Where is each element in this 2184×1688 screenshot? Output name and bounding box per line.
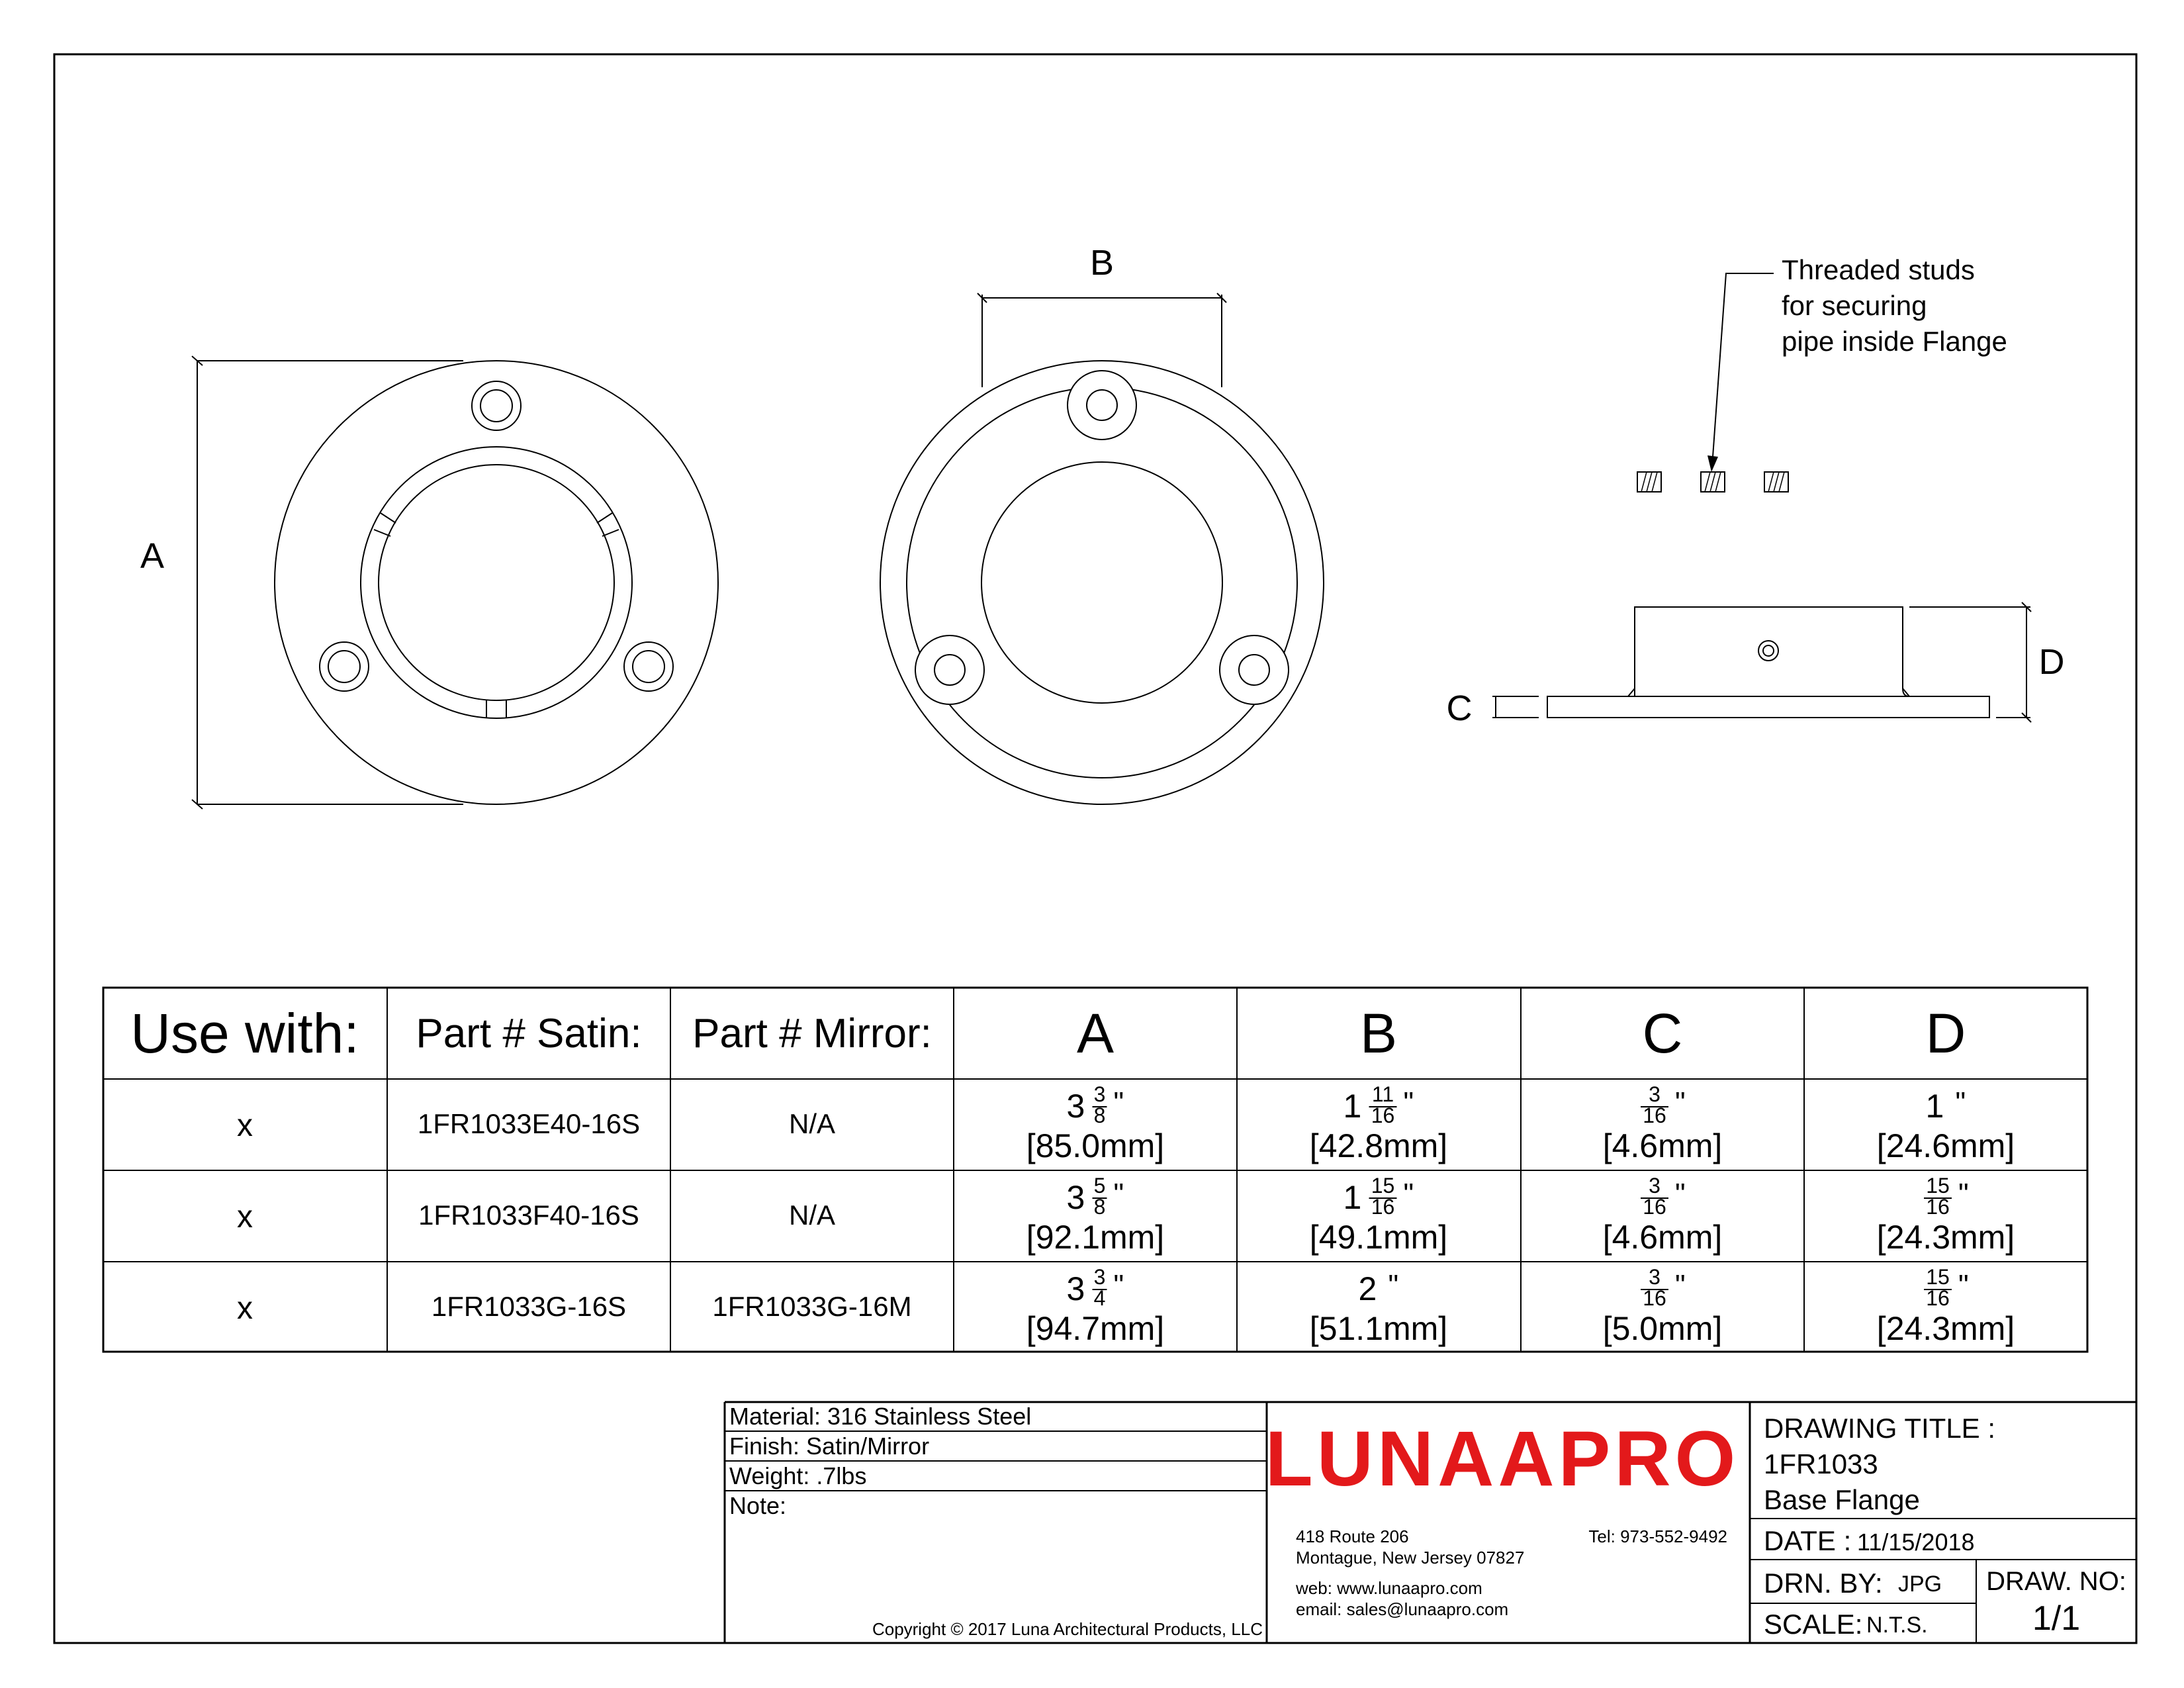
note-label: Note:: [729, 1492, 787, 1519]
row-1-dim-a-inch-mark: ": [1113, 1086, 1124, 1119]
row-2-dim-a-inch-mark: ": [1113, 1178, 1124, 1210]
row-1-dim-b-numerator: 11: [1371, 1082, 1394, 1106]
row-3-dim-a-denominator: 4: [1093, 1286, 1106, 1310]
drawing-title-label: DRAWING TITLE :: [1764, 1413, 1996, 1444]
row-2-dim-d-numerator: 15: [1926, 1174, 1950, 1197]
row-3-part-satin: 1FR1033G-16S: [431, 1291, 627, 1322]
row-1-dim-a-numerator: 3: [1093, 1082, 1106, 1106]
draw-no-value: 1/1: [2032, 1599, 2081, 1638]
row-1-dim-c-inch-mark: ": [1675, 1086, 1686, 1119]
callout-line-3: pipe inside Flange: [1782, 326, 2007, 357]
address-line-1: 418 Route 206: [1296, 1526, 1409, 1546]
row-1-part-satin: 1FR1033E40-16S: [417, 1108, 641, 1139]
row-2-dim-c-inch-mark: ": [1675, 1178, 1686, 1210]
weight-text: Weight: .7lbs: [729, 1462, 867, 1489]
row-2-dim-d-mm: [24.3mm]: [1876, 1219, 2015, 1256]
website: web: www.lunaapro.com: [1296, 1578, 1482, 1598]
row-2-part-mirror: N/A: [788, 1199, 836, 1231]
draw-no-label: DRAW. NO:: [1986, 1567, 2126, 1596]
row-1-dim-d-whole: 1: [1925, 1088, 1944, 1125]
row-3-dim-d-denominator: 16: [1926, 1286, 1950, 1310]
row-1-dim-c-numerator: 3: [1649, 1082, 1661, 1106]
table-rows: [237, 1082, 2015, 1347]
row-2-dim-b-inch-mark: ": [1403, 1178, 1414, 1210]
header-part-satin: Part # Satin:: [416, 1011, 642, 1056]
dim-c-label: C: [1446, 688, 1473, 728]
callout-line-1: Threaded studs: [1782, 254, 1975, 285]
dim-a-label: A: [140, 536, 165, 576]
row-2-dim-d-inch-mark: ": [1958, 1178, 1969, 1210]
row-3-dim-b-mm: [51.1mm]: [1309, 1310, 1448, 1347]
row-2-dim-a-denominator: 8: [1093, 1195, 1106, 1219]
finish-text: Finish: Satin/Mirror: [729, 1432, 930, 1460]
row-2-dim-b-mm: [49.1mm]: [1309, 1219, 1448, 1256]
dim-b-label: B: [1089, 243, 1115, 283]
row-3-dim-a-mm: [94.7mm]: [1026, 1310, 1165, 1347]
flange-bottom-view: [880, 293, 1324, 804]
row-3-dim-b-whole: 2: [1358, 1270, 1377, 1307]
row-1-dim-a-mm: [85.0mm]: [1026, 1127, 1165, 1164]
row-2-part-satin: 1FR1033F40-16S: [418, 1199, 639, 1231]
row-1-dim-b-denominator: 16: [1371, 1103, 1395, 1127]
row-3-dim-c-inch-mark: ": [1675, 1269, 1686, 1301]
row-1-dim-b-mm: [42.8mm]: [1309, 1127, 1448, 1164]
company-logo: LUNAAPRO: [1265, 1415, 1740, 1503]
header-a: A: [1076, 1002, 1115, 1064]
row-1-dim-d-mm: [24.6mm]: [1876, 1127, 2015, 1164]
row-2-use-with: x: [237, 1199, 253, 1235]
row-3-use-with: x: [237, 1291, 253, 1326]
row-3-dim-d-numerator: 15: [1926, 1265, 1950, 1289]
row-1-dim-b-whole: 1: [1343, 1088, 1362, 1125]
row-1-dim-b-inch-mark: ": [1403, 1086, 1414, 1119]
row-3-part-mirror: 1FR1033G-16M: [712, 1291, 912, 1322]
row-2-dim-a-numerator: 5: [1093, 1174, 1106, 1197]
header-c: C: [1642, 1002, 1683, 1064]
row-3-dim-a-numerator: 3: [1093, 1265, 1106, 1289]
header-part-mirror: Part # Mirror:: [692, 1011, 932, 1056]
header-d: D: [1925, 1002, 1966, 1064]
row-2-dim-d-denominator: 16: [1926, 1195, 1950, 1219]
row-2-dim-c-denominator: 16: [1643, 1195, 1666, 1219]
callout-line-2: for securing: [1782, 290, 1927, 321]
email: email: sales@lunaapro.com: [1296, 1599, 1509, 1619]
header-b: B: [1359, 1002, 1398, 1064]
row-1-dim-a-denominator: 8: [1093, 1103, 1106, 1127]
drawn-by-label: DRN. BY:: [1764, 1568, 1883, 1599]
row-3-dim-c-numerator: 3: [1649, 1265, 1661, 1289]
address-line-2: Montague, New Jersey 07827: [1296, 1548, 1525, 1568]
flange-top-view: [192, 356, 718, 809]
row-3-dim-c-mm: [5.0mm]: [1602, 1310, 1723, 1347]
drawing-title-name: Base Flange: [1764, 1484, 1920, 1515]
row-3-dim-a-whole: 3: [1066, 1270, 1085, 1307]
row-3-dim-d-inch-mark: ": [1958, 1269, 1969, 1301]
drawing-title-part: 1FR1033: [1764, 1448, 1878, 1479]
date-value: 11/15/2018: [1857, 1528, 1975, 1556]
row-1-dim-a-whole: 3: [1066, 1088, 1085, 1125]
copyright-text: Copyright © 2017 Luna Architectural Products, LLC: [872, 1619, 1263, 1639]
scale-value: N.T.S.: [1866, 1613, 1928, 1638]
row-1-dim-c-mm: [4.6mm]: [1602, 1127, 1723, 1164]
header-use-with: Use with:: [130, 1002, 359, 1064]
row-2-dim-c-numerator: 3: [1649, 1174, 1661, 1197]
row-2-dim-c-mm: [4.6mm]: [1602, 1219, 1723, 1256]
dim-d-label: D: [2038, 642, 2065, 682]
row-1-dim-c-denominator: 16: [1643, 1103, 1666, 1127]
row-2-dim-a-mm: [92.1mm]: [1026, 1219, 1165, 1256]
row-1-part-mirror: N/A: [788, 1108, 836, 1139]
row-3-dim-a-inch-mark: ": [1113, 1269, 1124, 1301]
drawn-by-value: JPG: [1898, 1571, 1942, 1597]
material-text: Material: 316 Stainless Steel: [729, 1403, 1032, 1430]
row-2-dim-b-denominator: 16: [1371, 1195, 1395, 1219]
telephone: Tel: 973-552-9492: [1588, 1526, 1727, 1546]
scale-label: SCALE:: [1764, 1609, 1863, 1640]
date-label: DATE :: [1764, 1525, 1852, 1556]
row-1-use-with: x: [237, 1108, 253, 1143]
row-3-dim-c-denominator: 16: [1643, 1286, 1666, 1310]
row-2-dim-a-whole: 3: [1066, 1179, 1085, 1216]
row-1-dim-d-inch-mark: ": [1955, 1086, 1966, 1119]
row-2-dim-b-whole: 1: [1343, 1179, 1362, 1216]
row-3-dim-d-mm: [24.3mm]: [1876, 1310, 2015, 1347]
row-3-dim-b-inch-mark: ": [1388, 1269, 1399, 1301]
row-2-dim-b-numerator: 15: [1371, 1174, 1395, 1197]
